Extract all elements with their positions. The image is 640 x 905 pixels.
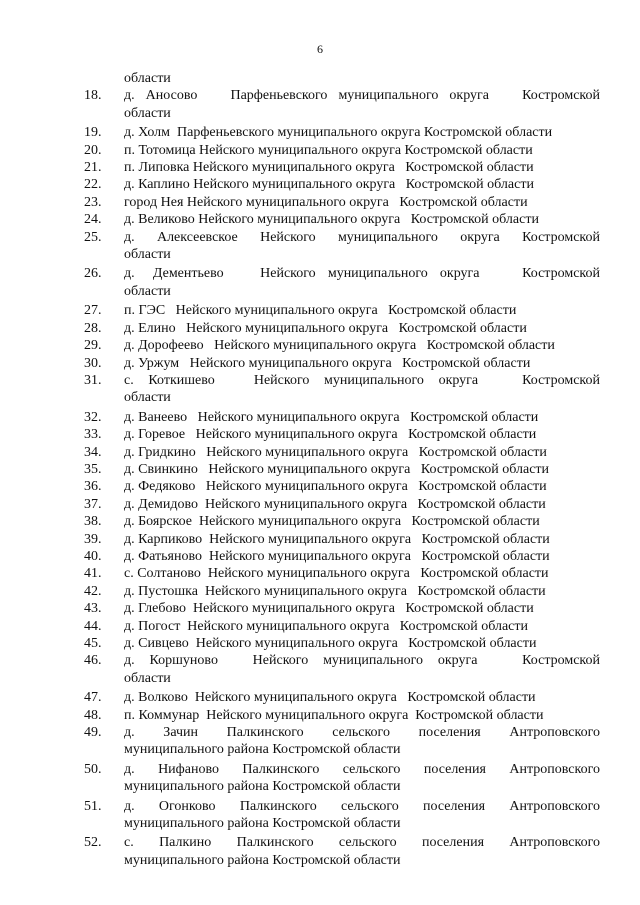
item-number: 45. <box>84 636 102 651</box>
list-item <box>84 176 600 193</box>
item-text: д. Гридкино Нейского муниципального округа Костромской области <box>124 444 547 460</box>
item-text: п. ГЭС Нейского муниципального округа Костромской области <box>124 303 517 319</box>
item-text: д. Алексеевское Нейского муниципального округа Костромской <box>124 229 600 245</box>
list-item <box>84 707 600 724</box>
item-text-continuation: области <box>124 390 171 406</box>
item-text: с. Палкино Палкинского сельского поселения Антроповского <box>124 835 600 851</box>
item-number: 38. <box>84 514 102 530</box>
item-number: 23. <box>84 194 102 210</box>
item-text: д. Уржум Нейского муниципального округа Костромской области <box>124 355 531 371</box>
item-text: д. Холм Парфеньевского муниципального округа Костромской области <box>124 125 553 141</box>
list-item <box>84 409 600 426</box>
list-item <box>84 461 600 478</box>
item-text: д. Федяково Нейского муниципального округа Костромской области <box>124 479 547 495</box>
item-number: 41. <box>84 566 102 582</box>
item-text: п. Тотомица Нейского муниципального округа Костромской области <box>124 142 533 158</box>
continuation-line <box>84 70 600 87</box>
list-item <box>84 618 600 635</box>
item-number: 18. <box>84 88 102 104</box>
item-text: д. Свинкино Нейского муниципального округа Костромской области <box>124 461 550 477</box>
list-items <box>84 87 600 871</box>
item-text-continuation: муниципального района Костромской области <box>124 779 401 795</box>
item-number: 21. <box>84 160 102 176</box>
list-item <box>84 159 600 176</box>
item-text-continuation: муниципального района Костромской области <box>124 742 401 758</box>
list-item <box>84 142 600 159</box>
item-number: 22. <box>84 177 102 193</box>
item-text: д. Дорофеево Нейского муниципального округа Костромской области <box>124 338 555 354</box>
list-item <box>84 87 600 124</box>
item-text: д. Великово Нейского муниципального округа Костромской области <box>124 212 539 228</box>
item-number: 28. <box>84 320 102 336</box>
item-number: 50. <box>84 761 102 777</box>
item-number: 47. <box>84 690 102 706</box>
item-text-continuation: области <box>124 247 171 263</box>
settlement-list <box>84 70 600 871</box>
list-item <box>84 548 600 565</box>
item-text: д. Сивцево Нейского муниципального округа Костромской области <box>124 636 537 651</box>
item-text: д. Горевое Нейского муниципального округа Костромской области <box>124 427 537 443</box>
list-item <box>84 372 600 409</box>
page-number: 6 <box>317 42 323 56</box>
item-text: д. Глебово Нейского муниципального округа Костромской области <box>124 601 534 617</box>
item-text: п. Липовка Нейского муниципального округа Костромской области <box>124 160 534 176</box>
item-number: 40. <box>84 548 102 564</box>
item-text-continuation: области <box>124 105 171 121</box>
item-text: д. Аносово Парфеньевского муниципального округа Костромской <box>124 88 600 104</box>
item-text: д. Дементьево Нейского муниципального округа Костромской <box>124 266 600 282</box>
list-item <box>84 724 600 761</box>
item-number: 30. <box>84 355 102 371</box>
item-number: 29. <box>84 338 102 354</box>
item-text: д. Ванеево Нейского муниципального округа Костромской области <box>124 409 539 425</box>
item-text: город Нея Нейского муниципального округа Костромской области <box>124 194 528 210</box>
list-item <box>84 513 600 530</box>
item-text-continuation: области <box>124 670 171 686</box>
item-text: д. Карпиково Нейского муниципального округа Костромской области <box>124 531 550 547</box>
list-item <box>84 337 600 354</box>
item-text: д. Волково Нейского муниципального округа Костромской области <box>124 690 536 706</box>
list-item <box>84 600 600 617</box>
item-text: п. Коммунар Нейского муниципального округа Костромской области <box>124 707 544 723</box>
list-item <box>84 229 600 266</box>
list-item <box>84 478 600 495</box>
list-item <box>84 798 600 835</box>
item-text: д. Коршуново Нейского муниципального округа Костромской <box>124 653 600 669</box>
list-item <box>84 302 600 319</box>
item-number: 42. <box>84 583 102 599</box>
list-item <box>84 565 600 582</box>
item-text: д. Пустошка Нейского муниципального округа Костромской области <box>124 583 546 599</box>
item-text: д. Фатьяново Нейского муниципального округа Костромской области <box>124 548 550 564</box>
continuation-text: области <box>124 71 171 86</box>
item-number: 49. <box>84 725 102 741</box>
list-item <box>84 265 600 302</box>
list-item <box>84 689 600 706</box>
item-number: 39. <box>84 531 102 547</box>
item-number: 26. <box>84 266 102 282</box>
item-text: д. Елино Нейского муниципального округа Костромской области <box>124 320 527 336</box>
item-text: с. Коткишево Нейского муниципального округа Костромской <box>124 372 600 388</box>
item-number: 24. <box>84 212 102 228</box>
item-number: 32. <box>84 409 102 425</box>
list-item <box>84 652 600 689</box>
item-number: 43. <box>84 601 102 617</box>
list-item <box>84 761 600 798</box>
item-text-continuation: муниципального района Костромской области <box>124 852 401 868</box>
item-number: 35. <box>84 461 102 477</box>
item-number: 34. <box>84 444 102 460</box>
item-text: д. Зачин Палкинского сельского поселения Антроповского <box>124 725 600 741</box>
item-number: 25. <box>84 229 102 245</box>
item-text-continuation: области <box>124 283 171 299</box>
item-text: д. Боярское Нейского муниципального округа Костромской области <box>124 514 540 530</box>
item-number: 51. <box>84 798 102 814</box>
item-number: 27. <box>84 303 102 319</box>
list-item <box>84 355 600 372</box>
item-number: 20. <box>84 142 102 158</box>
item-number: 31. <box>84 372 102 388</box>
item-text: д. Погост Нейского муниципального округа Костромской области <box>124 618 528 634</box>
item-number: 33. <box>84 427 102 443</box>
list-item <box>84 583 600 600</box>
item-number: 37. <box>84 496 102 512</box>
list-item <box>84 531 600 548</box>
list-item <box>84 834 600 871</box>
item-number: 46. <box>84 653 102 669</box>
list-item <box>84 444 600 461</box>
item-number: 19. <box>84 125 102 141</box>
list-item <box>84 124 600 141</box>
list-item <box>84 194 600 211</box>
list-item <box>84 426 600 443</box>
list-item <box>84 496 600 513</box>
item-number: 48. <box>84 707 102 723</box>
item-text: д. Каплино Нейского муниципального округа Костромской области <box>124 177 534 193</box>
item-number: 52. <box>84 835 102 851</box>
list-item <box>84 320 600 337</box>
item-text-continuation: муниципального района Костромской области <box>124 816 401 832</box>
item-text: д. Нифаново Палкинского сельского поселения Антроповского <box>124 761 600 777</box>
item-text: д. Демидово Нейского муниципального округа Костромской области <box>124 496 546 512</box>
item-number: 36. <box>84 479 102 495</box>
item-number: 44. <box>84 618 102 634</box>
list-item <box>84 211 600 228</box>
list-item <box>84 635 600 652</box>
item-text: д. Огонково Палкинского сельского поселения Антроповского <box>124 798 600 814</box>
item-text: с. Солтаново Нейского муниципального округа Костромской области <box>124 566 549 582</box>
